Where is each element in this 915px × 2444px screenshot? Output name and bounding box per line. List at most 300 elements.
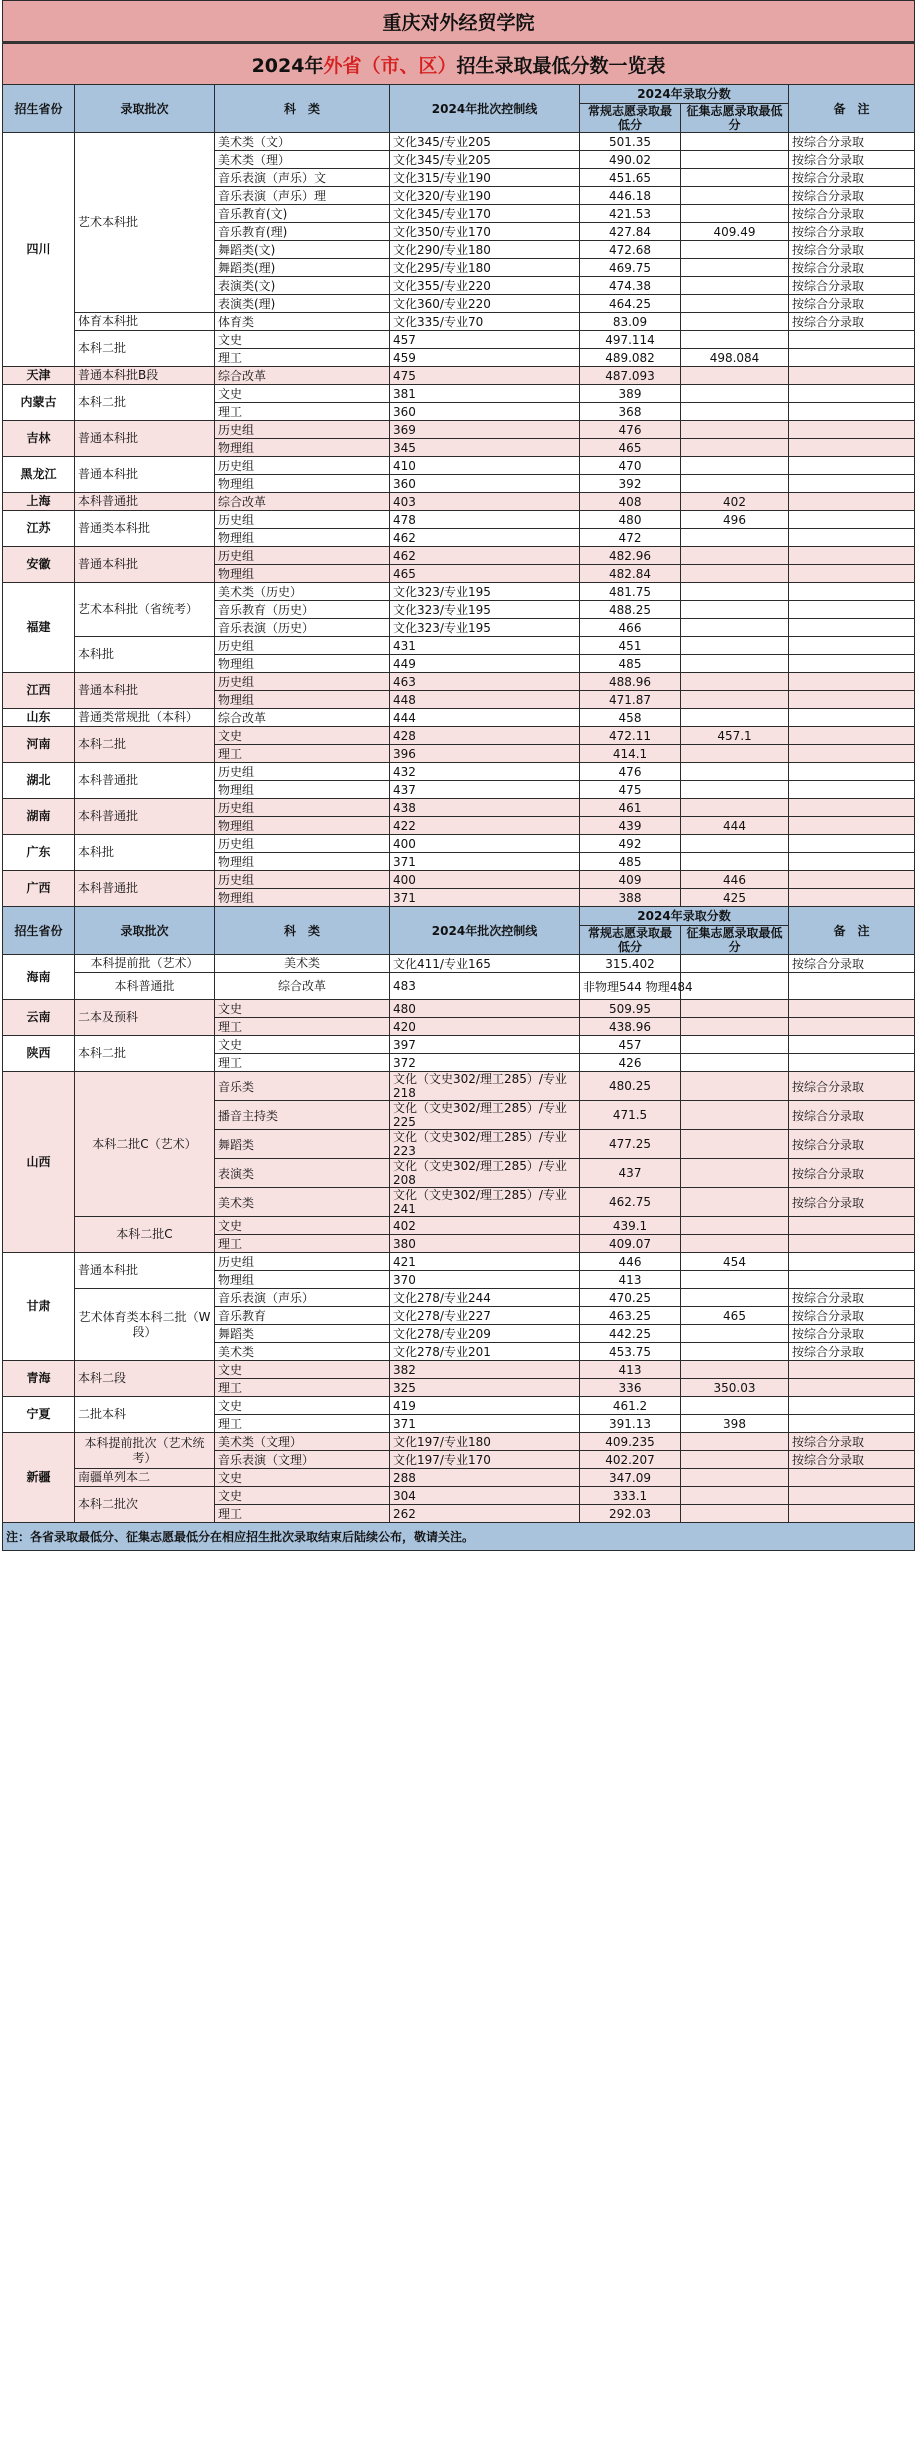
supplement-score-cell: 498.084 (681, 349, 789, 367)
regular-score-cell: 451.65 (580, 169, 681, 187)
control-line-cell: 372 (390, 1054, 580, 1072)
remark-cell (789, 475, 915, 493)
regular-score-cell: 492 (580, 835, 681, 853)
batch-cell: 本科普通批 (75, 763, 215, 799)
province-cell: 河南 (3, 727, 75, 763)
regular-score-cell: 461.2 (580, 1397, 681, 1415)
header-score-group: 2024年录取分数 (580, 85, 789, 104)
regular-score-cell: 388 (580, 889, 681, 907)
control-line-cell: 462 (390, 529, 580, 547)
regular-score-cell: 476 (580, 763, 681, 781)
regular-score-cell: 474.38 (580, 277, 681, 295)
remark-cell (789, 565, 915, 583)
subject-cell: 物理组 (215, 889, 390, 907)
regular-score-cell: 485 (580, 853, 681, 871)
control-line-cell: 文化315/专业190 (390, 169, 580, 187)
remark-cell: 按综合分录取 (789, 277, 915, 295)
supplement-score-cell (681, 1188, 789, 1217)
subject-cell: 物理组 (215, 475, 390, 493)
supplement-score-cell (681, 133, 789, 151)
regular-score-cell: 469.75 (580, 259, 681, 277)
regular-score-cell: 475 (580, 781, 681, 799)
subject-cell: 美术类（文） (215, 133, 390, 151)
supplement-score-cell (681, 205, 789, 223)
subject-cell: 音乐表演（声乐）文 (215, 169, 390, 187)
supplement-score-cell: 402 (681, 493, 789, 511)
regular-score-cell: 336 (580, 1379, 681, 1397)
supplement-score-cell: 350.03 (681, 1379, 789, 1397)
remark-cell (789, 973, 915, 1000)
batch-cell: 本科二批 (75, 385, 215, 421)
regular-score-cell: 485 (580, 655, 681, 673)
control-line-cell: 文化350/专业170 (390, 223, 580, 241)
supplement-score-cell: 496 (681, 511, 789, 529)
control-line-cell: 396 (390, 745, 580, 763)
control-line-cell: 文化355/专业220 (390, 277, 580, 295)
subject-cell: 历史组 (215, 637, 390, 655)
header-supplement-min: 征集志愿录取最低分 (681, 104, 789, 133)
supplement-score-cell: 409.49 (681, 223, 789, 241)
header-batch: 录取批次 (75, 85, 215, 133)
regular-score-cell: 438.96 (580, 1018, 681, 1036)
table-row (3, 637, 915, 655)
control-line-cell: 文化197/专业170 (390, 1451, 580, 1469)
table-row (3, 547, 915, 565)
remark-cell: 按综合分录取 (789, 223, 915, 241)
batch-cell: 本科提前批（艺术） (75, 955, 215, 973)
control-line-cell: 325 (390, 1379, 580, 1397)
subject-cell: 历史组 (215, 763, 390, 781)
supplement-score-cell (681, 1361, 789, 1379)
subject-cell: 历史组 (215, 871, 390, 889)
table-row (3, 1217, 915, 1235)
supplement-score-cell (681, 1072, 789, 1101)
province-cell: 陕西 (3, 1036, 75, 1072)
regular-score-cell: 466 (580, 619, 681, 637)
province-cell: 内蒙古 (3, 385, 75, 421)
supplement-score-cell (681, 1469, 789, 1487)
title-highlight: 外省（市、区） (323, 54, 457, 77)
table-row (3, 367, 915, 385)
table-body (3, 1, 915, 1551)
control-line-cell: 478 (390, 511, 580, 529)
remark-cell (789, 655, 915, 673)
supplement-score-cell (681, 691, 789, 709)
admission-scores-table (2, 0, 915, 1551)
subject-cell: 舞蹈类(理) (215, 259, 390, 277)
regular-score-cell: 482.96 (580, 547, 681, 565)
subject-cell: 文史 (215, 1487, 390, 1505)
header-province: 招生省份 (3, 907, 75, 955)
remark-cell: 按综合分录取 (789, 259, 915, 277)
header-subject: 科 类 (215, 907, 390, 955)
supplement-score-cell (681, 709, 789, 727)
subject-cell: 历史组 (215, 799, 390, 817)
remark-cell (789, 1271, 915, 1289)
subject-cell: 文史 (215, 1361, 390, 1379)
supplement-score-cell (681, 313, 789, 331)
remark-cell (789, 403, 915, 421)
subject-cell: 理工 (215, 403, 390, 421)
control-line-cell: 文化360/专业220 (390, 295, 580, 313)
province-cell: 上海 (3, 493, 75, 511)
supplement-score-cell (681, 1036, 789, 1054)
supplement-score-cell (681, 673, 789, 691)
regular-score-cell: 413 (580, 1271, 681, 1289)
batch-cell: 普通本科批 (75, 1253, 215, 1289)
regular-score-cell: 477.25 (580, 1130, 681, 1159)
supplement-score-cell (681, 259, 789, 277)
remark-cell (789, 763, 915, 781)
subject-cell: 历史组 (215, 421, 390, 439)
subject-cell: 表演类(文) (215, 277, 390, 295)
control-line-cell: 262 (390, 1505, 580, 1523)
batch-cell: 普通类本科批 (75, 511, 215, 547)
header-province: 招生省份 (3, 85, 75, 133)
regular-score-cell: 非物理544 物理484 (580, 973, 681, 1000)
subject-cell: 历史组 (215, 673, 390, 691)
subject-cell: 文史 (215, 1469, 390, 1487)
subject-cell: 舞蹈类(文) (215, 241, 390, 259)
supplement-score-cell (681, 1018, 789, 1036)
remark-cell (789, 1379, 915, 1397)
regular-score-cell: 461 (580, 799, 681, 817)
supplement-score-cell: 398 (681, 1415, 789, 1433)
table-row (3, 727, 915, 745)
header-regular-min: 常规志愿录取最低分 (580, 104, 681, 133)
remark-cell (789, 493, 915, 511)
subject-cell: 体育类 (215, 313, 390, 331)
remark-cell (789, 817, 915, 835)
batch-cell: 本科批 (75, 637, 215, 673)
regular-score-cell: 457 (580, 1036, 681, 1054)
subject-cell: 音乐表演（声乐）理 (215, 187, 390, 205)
batch-cell: 艺术体育类本科二批（W段） (75, 1289, 215, 1361)
regular-score-cell: 472.11 (580, 727, 681, 745)
province-cell: 青海 (3, 1361, 75, 1397)
control-line-cell: 371 (390, 853, 580, 871)
regular-score-cell: 315.402 (580, 955, 681, 973)
regular-score-cell: 481.75 (580, 583, 681, 601)
header-remark: 备 注 (789, 85, 915, 133)
control-line-cell: 文化（文史302/理工285）/专业218 (390, 1072, 580, 1101)
subject-cell: 理工 (215, 349, 390, 367)
supplement-score-cell (681, 1343, 789, 1361)
supplement-score-cell (681, 331, 789, 349)
table-row (3, 1487, 915, 1505)
supplement-score-cell: 444 (681, 817, 789, 835)
header-control-line: 2024年批次控制线 (390, 907, 580, 955)
supplement-score-cell (681, 1130, 789, 1159)
subject-cell: 文史 (215, 1397, 390, 1415)
subject-cell: 音乐表演（文理） (215, 1451, 390, 1469)
table-row (3, 331, 915, 349)
supplement-score-cell (681, 1325, 789, 1343)
supplement-score-cell (681, 151, 789, 169)
batch-cell: 本科二段 (75, 1361, 215, 1397)
remark-cell (789, 799, 915, 817)
province-cell: 海南 (3, 955, 75, 1000)
regular-score-cell: 427.84 (580, 223, 681, 241)
province-cell: 广西 (3, 871, 75, 907)
remark-cell: 按综合分录取 (789, 1307, 915, 1325)
supplement-score-cell (681, 529, 789, 547)
control-line-cell: 288 (390, 1469, 580, 1487)
remark-cell (789, 637, 915, 655)
subject-cell: 物理组 (215, 529, 390, 547)
control-line-cell: 483 (390, 973, 580, 1000)
remark-cell (789, 529, 915, 547)
regular-score-cell: 470.25 (580, 1289, 681, 1307)
header-remark: 备 注 (789, 907, 915, 955)
subject-cell: 舞蹈类 (215, 1130, 390, 1159)
subject-cell: 历史组 (215, 835, 390, 853)
regular-score-cell: 437 (580, 1159, 681, 1188)
table-row (3, 1469, 915, 1487)
table-row (3, 1072, 915, 1101)
table-row (3, 583, 915, 601)
table-row (3, 835, 915, 853)
control-line-cell: 397 (390, 1036, 580, 1054)
control-line-cell: 381 (390, 385, 580, 403)
batch-cell: 本科普通批 (75, 799, 215, 835)
remark-cell (789, 889, 915, 907)
control-line-cell: 463 (390, 673, 580, 691)
subject-cell: 历史组 (215, 457, 390, 475)
subject-cell: 文史 (215, 1036, 390, 1054)
supplement-score-cell (681, 1000, 789, 1018)
supplement-score-cell (681, 457, 789, 475)
header-regular-min: 常规志愿录取最低分 (580, 926, 681, 955)
subject-cell: 物理组 (215, 565, 390, 583)
subject-cell: 音乐教育 (215, 1307, 390, 1325)
supplement-score-cell (681, 1271, 789, 1289)
regular-score-cell: 451 (580, 637, 681, 655)
control-line-cell: 431 (390, 637, 580, 655)
batch-cell: 普通本科批B段 (75, 367, 215, 385)
header-batch: 录取批次 (75, 907, 215, 955)
control-line-cell: 371 (390, 1415, 580, 1433)
province-cell: 江西 (3, 673, 75, 709)
control-line-cell: 文化（文史302/理工285）/专业223 (390, 1130, 580, 1159)
province-cell: 安徽 (3, 547, 75, 583)
remark-cell: 按综合分录取 (789, 313, 915, 331)
header-score-group: 2024年录取分数 (580, 907, 789, 926)
batch-cell: 本科二批C（艺术） (75, 1072, 215, 1217)
regular-score-cell: 472 (580, 529, 681, 547)
control-line-cell: 文化323/专业195 (390, 619, 580, 637)
supplement-score-cell (681, 403, 789, 421)
table-row (3, 673, 915, 691)
subject-cell: 物理组 (215, 1271, 390, 1289)
remark-cell (789, 781, 915, 799)
control-line-cell: 448 (390, 691, 580, 709)
regular-score-cell: 501.35 (580, 133, 681, 151)
table-row (3, 1397, 915, 1415)
regular-score-cell: 488.25 (580, 601, 681, 619)
subject-cell: 物理组 (215, 439, 390, 457)
control-line-cell: 文化（文史302/理工285）/专业208 (390, 1159, 580, 1188)
regular-score-cell: 392 (580, 475, 681, 493)
province-cell: 山东 (3, 709, 75, 727)
remark-cell: 按综合分录取 (789, 1451, 915, 1469)
regular-score-cell: 458 (580, 709, 681, 727)
province-cell: 新疆 (3, 1433, 75, 1523)
batch-cell: 本科二批次 (75, 1487, 215, 1523)
control-line-cell: 444 (390, 709, 580, 727)
province-cell: 云南 (3, 1000, 75, 1036)
regular-score-cell: 408 (580, 493, 681, 511)
subject-cell: 综合改革 (215, 367, 390, 385)
remark-cell: 按综合分录取 (789, 1343, 915, 1361)
subject-cell: 历史组 (215, 511, 390, 529)
control-line-cell: 432 (390, 763, 580, 781)
table-row (3, 1000, 915, 1018)
table-row (3, 1036, 915, 1054)
subject-cell: 音乐教育(文) (215, 205, 390, 223)
regular-score-cell: 409 (580, 871, 681, 889)
supplement-score-cell (681, 169, 789, 187)
table-row (3, 871, 915, 889)
supplement-score-cell (681, 655, 789, 673)
supplement-score-cell (681, 763, 789, 781)
supplement-score-cell (681, 1433, 789, 1451)
admission-scores-document (2, 0, 870, 1551)
batch-cell: 二批本科 (75, 1397, 215, 1433)
remark-cell (789, 745, 915, 763)
table-row (3, 133, 915, 151)
subject-cell: 音乐表演（历史） (215, 619, 390, 637)
control-line-cell: 382 (390, 1361, 580, 1379)
control-line-cell: 462 (390, 547, 580, 565)
remark-cell: 按综合分录取 (789, 955, 915, 973)
control-line-cell: 459 (390, 349, 580, 367)
subject-cell: 物理组 (215, 817, 390, 835)
remark-cell (789, 583, 915, 601)
supplement-score-cell (681, 1235, 789, 1253)
control-line-cell: 文化323/专业195 (390, 583, 580, 601)
remark-cell (789, 691, 915, 709)
control-line-cell: 360 (390, 475, 580, 493)
control-line-cell: 文化（文史302/理工285）/专业225 (390, 1101, 580, 1130)
control-line-cell: 文化320/专业190 (390, 187, 580, 205)
subject-cell: 理工 (215, 1379, 390, 1397)
remark-cell (789, 709, 915, 727)
supplement-score-cell: 457.1 (681, 727, 789, 745)
batch-cell: 本科提前批次（艺术统考） (75, 1433, 215, 1469)
supplement-score-cell (681, 385, 789, 403)
regular-score-cell: 333.1 (580, 1487, 681, 1505)
title-prefix: 2024年 (251, 54, 324, 77)
control-line-cell: 371 (390, 889, 580, 907)
table-row (3, 709, 915, 727)
supplement-score-cell (681, 277, 789, 295)
column-header-row (3, 907, 915, 926)
remark-cell: 按综合分录取 (789, 1159, 915, 1188)
regular-score-cell: 391.13 (580, 1415, 681, 1433)
subject-cell: 综合改革 (215, 973, 390, 1000)
table-row (3, 763, 915, 781)
control-line-cell: 360 (390, 403, 580, 421)
supplement-score-cell (681, 1289, 789, 1307)
regular-score-cell: 446 (580, 1253, 681, 1271)
batch-cell: 二本及预科 (75, 1000, 215, 1036)
regular-score-cell: 389 (580, 385, 681, 403)
province-cell: 宁夏 (3, 1397, 75, 1433)
supplement-score-cell (681, 367, 789, 385)
control-line-cell: 文化345/专业170 (390, 205, 580, 223)
subject-cell: 理工 (215, 1054, 390, 1072)
supplement-score-cell (681, 781, 789, 799)
remark-cell: 按综合分录取 (789, 1289, 915, 1307)
remark-cell: 按综合分录取 (789, 133, 915, 151)
remark-cell (789, 367, 915, 385)
remark-cell (789, 457, 915, 475)
supplement-score-cell (681, 1217, 789, 1235)
supplement-score-cell (681, 295, 789, 313)
table-row (3, 385, 915, 403)
remark-cell (789, 511, 915, 529)
control-line-cell: 文化278/专业209 (390, 1325, 580, 1343)
control-line-cell: 475 (390, 367, 580, 385)
remark-cell: 按综合分录取 (789, 1072, 915, 1101)
school-name: 重庆对外经贸学院 (3, 1, 915, 43)
control-line-cell: 428 (390, 727, 580, 745)
supplement-score-cell (681, 745, 789, 763)
control-line-cell: 410 (390, 457, 580, 475)
subject-cell: 历史组 (215, 1253, 390, 1271)
supplement-score-cell (681, 583, 789, 601)
table-row (3, 457, 915, 475)
control-line-cell: 419 (390, 1397, 580, 1415)
regular-score-cell: 470 (580, 457, 681, 475)
batch-cell: 普通本科批 (75, 421, 215, 457)
control-line-cell: 文化278/专业244 (390, 1289, 580, 1307)
remark-cell (789, 1036, 915, 1054)
remark-cell (789, 1397, 915, 1415)
table-row (3, 1433, 915, 1451)
table-row (3, 973, 915, 1000)
table-row (3, 313, 915, 331)
control-line-cell: 369 (390, 421, 580, 439)
control-line-cell: 文化278/专业201 (390, 1343, 580, 1361)
control-line-cell: 文化197/专业180 (390, 1433, 580, 1451)
table-title (3, 43, 915, 85)
subject-cell: 文史 (215, 385, 390, 403)
control-line-cell: 449 (390, 655, 580, 673)
subject-cell: 美术类 (215, 955, 390, 973)
title-suffix: 招生录取最低分数一览表 (456, 54, 666, 77)
subject-cell: 舞蹈类 (215, 1325, 390, 1343)
supplement-score-cell (681, 1159, 789, 1188)
remark-cell: 按综合分录取 (789, 1325, 915, 1343)
regular-score-cell: 480.25 (580, 1072, 681, 1101)
supplement-score-cell (681, 187, 789, 205)
subject-cell: 文史 (215, 727, 390, 745)
supplement-score-cell (681, 1101, 789, 1130)
control-line-cell: 402 (390, 1217, 580, 1235)
batch-cell: 艺术本科批（省统考） (75, 583, 215, 637)
supplement-score-cell (681, 601, 789, 619)
regular-score-cell: 442.25 (580, 1325, 681, 1343)
regular-score-cell: 471.87 (580, 691, 681, 709)
supplement-score-cell (681, 955, 789, 973)
control-line-cell: 文化290/专业180 (390, 241, 580, 259)
regular-score-cell: 509.95 (580, 1000, 681, 1018)
remark-cell (789, 1487, 915, 1505)
control-line-cell: 文化335/专业70 (390, 313, 580, 331)
remark-cell (789, 1235, 915, 1253)
